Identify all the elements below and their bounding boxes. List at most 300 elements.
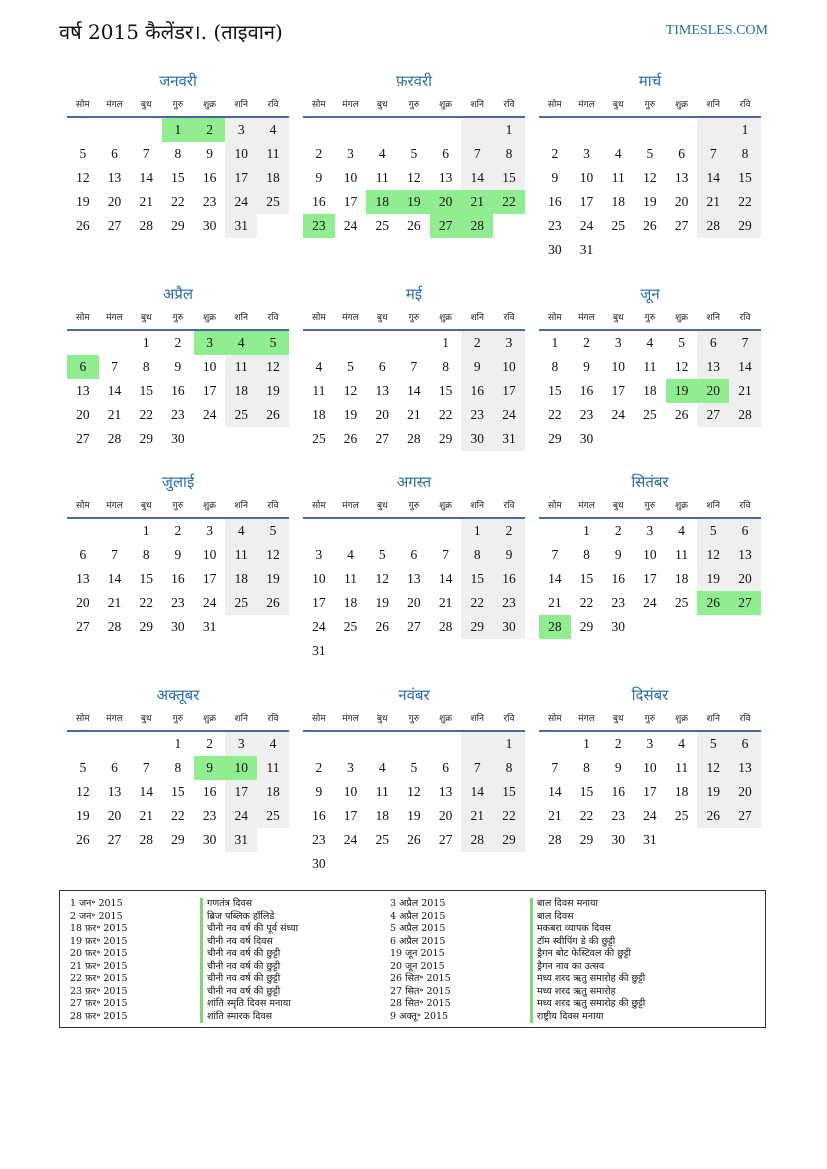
day-cell: 11 — [257, 756, 289, 780]
empty-cell — [99, 118, 131, 142]
day-cell: 8 — [493, 756, 525, 780]
day-cell: 11 — [675, 760, 689, 775]
day-cell: 7 — [461, 756, 493, 780]
weekday-label: मंगल — [578, 501, 595, 511]
empty-cell — [303, 519, 335, 543]
day-cell: 18 — [674, 784, 689, 799]
day-grid — [67, 732, 289, 852]
day-cell: 28 — [139, 832, 153, 847]
day-cell: 3 — [583, 146, 590, 161]
day-cell: 8 — [174, 760, 182, 775]
day-cell: 27 — [107, 832, 122, 847]
weekday-label: रवि — [739, 313, 751, 323]
weekday-label: गुरु — [172, 100, 184, 110]
day-cell: 8 — [174, 146, 182, 161]
empty-cell — [398, 732, 430, 756]
empty-cell — [729, 427, 761, 451]
day-cell: 12 — [257, 355, 289, 379]
legend-date: 22 फ़र॰ 2015 — [70, 973, 128, 984]
day-cell: 13 — [438, 170, 453, 185]
weekday-label: बुध — [612, 714, 624, 724]
weekday-header — [539, 307, 761, 331]
day-grid — [539, 331, 761, 451]
day-grid — [303, 118, 525, 238]
day-cell: 12 — [697, 756, 729, 780]
day-cell: 11 — [611, 170, 625, 185]
weekday-label: रवि — [503, 313, 515, 323]
day-cell: 1 — [583, 523, 590, 538]
day-grid — [539, 732, 761, 852]
legend-date: 9 अक्तू॰ 2015 — [390, 1010, 449, 1022]
legend-holiday-name: ड्रैगन नाव का उत्सव — [530, 961, 645, 974]
empty-cell — [303, 118, 335, 142]
legend-holiday-name: चीनी नव वर्ष की छुट्टी — [200, 986, 298, 999]
day-cell: 28 — [461, 828, 493, 852]
day-cell: 11 — [643, 359, 657, 374]
empty-cell — [303, 732, 335, 756]
day-cell: 16 — [548, 194, 562, 209]
weekday-label: सोम — [75, 100, 90, 110]
day-cell: 2 — [315, 146, 323, 161]
legend-date: 1 जन॰ 2015 — [70, 898, 123, 909]
day-cell: 4 — [614, 146, 622, 161]
day-cell: 10 — [202, 547, 217, 562]
day-cell: 13 — [76, 383, 90, 398]
day-cell: 29 — [139, 431, 153, 446]
weekday-label: शनि — [470, 313, 484, 323]
day-cell: 2 — [206, 736, 213, 751]
weekday-header — [67, 94, 289, 118]
day-cell: 18 — [366, 190, 398, 214]
empty-cell — [130, 732, 162, 756]
day-cell: 6 — [67, 355, 99, 379]
day-cell: 16 — [579, 383, 594, 398]
day-cell: 5 — [697, 732, 729, 756]
site-name[interactable]: TIMESLES.COM — [665, 23, 768, 38]
day-cell: 10 — [343, 170, 358, 185]
day-cell: 23 — [493, 591, 525, 615]
day-cell: 25 — [674, 595, 689, 610]
day-cell: 23 — [171, 407, 185, 422]
day-cell: 4 — [257, 732, 289, 756]
weekday-label: रवि — [739, 714, 751, 724]
day-cell: 8 — [142, 359, 150, 374]
weekday-label: बुध — [140, 313, 152, 323]
day-cell: 6 — [111, 760, 118, 775]
day-cell: 20 — [438, 808, 453, 823]
day-cell: 17 — [202, 571, 217, 586]
weekday-label: सोम — [547, 313, 562, 323]
empty-cell — [461, 118, 493, 142]
day-cell: 13 — [438, 784, 453, 799]
weekday-label: सोम — [311, 714, 326, 724]
day-cell: 10 — [225, 142, 257, 166]
day-cell: 27 — [407, 619, 421, 634]
weekday-label: बुध — [612, 313, 624, 323]
day-cell: 26 — [697, 804, 729, 828]
day-cell: 9 — [551, 170, 559, 185]
weekday-label: मंगल — [578, 100, 595, 110]
day-cell: 9 — [461, 355, 493, 379]
day-cell: 26 — [407, 832, 421, 847]
day-cell: 25 — [375, 832, 389, 847]
day-cell: 19 — [666, 379, 698, 403]
day-cell: 6 — [697, 331, 729, 355]
day-cell: 2 — [493, 519, 525, 543]
legend-date: 4 अप्रैल 2015 — [390, 910, 446, 922]
day-cell: 11 — [375, 170, 389, 185]
weekday-label: बुध — [140, 714, 152, 724]
weekday-label: शनि — [234, 100, 248, 110]
day-cell: 13 — [407, 571, 421, 586]
day-cell: 15 — [171, 170, 185, 185]
day-cell: 2 — [194, 118, 226, 142]
legend-date: 23 फ़र॰ 2015 — [70, 985, 128, 997]
empty-cell — [67, 118, 99, 142]
weekday-label: रवि — [267, 714, 279, 724]
weekday-label: मंगल — [106, 501, 123, 511]
weekday-label: गुरु — [408, 100, 420, 110]
day-grid — [67, 118, 289, 238]
empty-cell — [257, 615, 289, 639]
day-cell: 27 — [729, 804, 761, 828]
empty-cell — [430, 118, 462, 142]
day-cell: 20 — [729, 780, 761, 804]
legend-holiday-name: ब्रिज पब्लिक हॉलिडे — [200, 911, 298, 924]
day-cell: 30 — [579, 431, 594, 446]
day-cell: 7 — [142, 760, 150, 775]
day-cell: 18 — [257, 780, 289, 804]
day-cell: 8 — [583, 547, 590, 562]
month-block — [303, 469, 525, 663]
day-cell: 19 — [398, 190, 430, 214]
legend-holiday-name: चीनी नव वर्ष की छुट्टी — [200, 961, 298, 974]
legend-holiday-name: मध्य शरद ऋतु समारोह की छुट्टी — [530, 973, 645, 986]
empty-cell — [257, 828, 289, 852]
empty-cell — [602, 118, 634, 142]
weekday-label: शनि — [470, 714, 484, 724]
weekday-label: शुक्र — [675, 714, 689, 724]
legend-holiday-name: गणतंत्र दिवस — [200, 898, 298, 911]
legend-date: 28 सित॰ 2015 — [390, 998, 451, 1009]
day-cell: 30 — [461, 427, 493, 451]
day-cell: 20 — [674, 194, 689, 209]
weekday-label: गुरु — [644, 313, 656, 323]
day-cell: 3 — [194, 331, 226, 355]
weekday-label: गुरु — [172, 313, 184, 323]
day-cell: 31 — [579, 242, 594, 257]
legend-holiday-name: बाल दिवस मनाया — [530, 898, 645, 911]
day-cell: 12 — [697, 543, 729, 567]
day-cell: 1 — [493, 118, 525, 142]
day-cell: 20 — [107, 808, 122, 823]
day-cell: 21 — [697, 190, 729, 214]
legend-date: 5 अप्रैल 2015 — [390, 923, 446, 934]
weekday-label: रवि — [503, 714, 515, 724]
month-name: दिसंबर — [631, 686, 669, 704]
day-cell: 20 — [76, 407, 90, 422]
day-cell: 12 — [643, 170, 657, 185]
weekday-label: शुक्र — [675, 100, 689, 110]
day-cell: 4 — [225, 331, 257, 355]
weekday-label: रवि — [503, 501, 515, 511]
day-cell: 13 — [729, 756, 761, 780]
day-cell: 17 — [643, 784, 657, 799]
day-cell: 26 — [674, 407, 689, 422]
day-cell: 29 — [461, 615, 493, 639]
day-cell: 25 — [225, 591, 257, 615]
day-cell: 26 — [76, 832, 90, 847]
empty-cell — [461, 732, 493, 756]
legend-holiday-name: बाल दिवस — [530, 911, 645, 924]
legend-date: 19 फ़र॰ 2015 — [70, 935, 128, 947]
empty-cell — [666, 427, 698, 451]
day-cell: 7 — [461, 142, 493, 166]
day-cell: 3 — [347, 146, 354, 161]
weekday-label: गुरु — [408, 714, 420, 724]
day-cell: 4 — [378, 146, 386, 161]
day-cell: 20 — [407, 595, 421, 610]
day-cell: 14 — [697, 166, 729, 190]
weekday-label: सोम — [75, 313, 90, 323]
weekday-label: सोम — [311, 313, 326, 323]
day-cell: 14 — [139, 784, 153, 799]
month-name: जुलाई — [161, 473, 195, 491]
day-cell: 21 — [438, 595, 453, 610]
day-cell: 20 — [430, 190, 462, 214]
weekday-label: शनि — [706, 100, 720, 110]
weekday-label: गुरु — [172, 714, 184, 724]
empty-cell — [430, 852, 462, 876]
day-cell: 28 — [107, 619, 122, 634]
day-cell: 3 — [614, 335, 622, 350]
empty-cell — [493, 852, 525, 876]
day-cell: 14 — [461, 166, 493, 190]
day-cell: 9 — [614, 547, 622, 562]
day-cell: 12 — [407, 784, 421, 799]
legend-date: 18 फ़र॰ 2015 — [70, 923, 128, 934]
day-cell: 18 — [257, 166, 289, 190]
day-cell: 8 — [551, 359, 559, 374]
empty-cell — [257, 427, 289, 451]
empty-cell — [225, 427, 257, 451]
month-name: फ़रवरी — [395, 72, 433, 90]
day-cell: 22 — [139, 407, 153, 422]
day-cell: 3 — [225, 732, 257, 756]
empty-cell — [99, 519, 131, 543]
day-cell: 30 — [611, 619, 625, 634]
day-cell: 8 — [461, 543, 493, 567]
day-cell: 17 — [312, 595, 326, 610]
day-cell: 20 — [697, 379, 729, 403]
legend-holiday-name: शांति स्मारक दिवस — [200, 1011, 298, 1024]
day-cell: 19 — [643, 194, 657, 209]
day-cell: 4 — [646, 335, 654, 350]
month-block — [67, 281, 289, 451]
weekday-label: शुक्र — [203, 100, 217, 110]
day-grid — [303, 331, 525, 451]
day-cell: 8 — [142, 547, 150, 562]
day-cell: 11 — [675, 547, 689, 562]
day-cell: 15 — [579, 784, 594, 799]
day-cell: 2 — [614, 523, 622, 538]
empty-cell — [634, 615, 666, 639]
day-cell: 7 — [111, 547, 118, 562]
day-cell: 3 — [347, 760, 354, 775]
day-cell: 21 — [107, 407, 122, 422]
day-cell: 2 — [174, 335, 182, 350]
day-cell: 29 — [493, 828, 525, 852]
day-cell: 5 — [378, 547, 386, 562]
weekday-label: शुक्र — [439, 313, 453, 323]
day-cell: 1 — [493, 732, 525, 756]
day-cell: 29 — [729, 214, 761, 238]
day-cell: 4 — [678, 736, 685, 751]
empty-cell — [666, 615, 698, 639]
month-block — [67, 469, 289, 639]
empty-cell — [335, 639, 367, 663]
day-cell: 15 — [171, 784, 185, 799]
day-cell: 24 — [643, 595, 657, 610]
day-cell: 27 — [107, 218, 122, 233]
day-cell: 1 — [162, 118, 194, 142]
day-cell: 9 — [174, 547, 182, 562]
weekday-label: सोम — [547, 714, 562, 724]
empty-cell — [67, 331, 99, 355]
day-cell: 17 — [579, 194, 594, 209]
legend-holiday-name: ड्रैगन बोट फेस्टिवल की छुट्टी — [530, 948, 645, 961]
day-cell: 28 — [407, 431, 421, 446]
day-cell: 21 — [548, 595, 562, 610]
day-cell: 19 — [375, 595, 389, 610]
day-cell: 30 — [548, 242, 562, 257]
day-cell: 28 — [139, 218, 153, 233]
day-cell: 3 — [225, 118, 257, 142]
weekday-label: शुक्र — [439, 714, 453, 724]
empty-cell — [666, 828, 698, 852]
day-cell: 17 — [493, 379, 525, 403]
day-cell: 21 — [407, 407, 421, 422]
month-block — [303, 281, 525, 451]
month-block — [539, 68, 761, 262]
day-cell: 22 — [493, 190, 525, 214]
weekday-label: रवि — [267, 100, 279, 110]
day-grid — [67, 331, 289, 451]
weekday-header — [303, 708, 525, 732]
day-cell: 22 — [579, 595, 594, 610]
legend-date: 20 जून 2015 — [390, 960, 445, 972]
day-cell: 23 — [202, 808, 217, 823]
day-cell: 30 — [202, 832, 217, 847]
weekday-label: सोम — [311, 100, 326, 110]
day-cell: 2 — [174, 523, 182, 538]
day-cell: 9 — [614, 760, 622, 775]
day-cell: 23 — [171, 595, 185, 610]
day-cell: 13 — [375, 383, 389, 398]
weekday-label: शनि — [234, 501, 248, 511]
empty-cell — [366, 732, 398, 756]
weekday-label: सोम — [547, 501, 562, 511]
day-cell: 4 — [347, 547, 354, 562]
day-cell: 23 — [461, 403, 493, 427]
month-name: अगस्त — [396, 473, 432, 491]
legend-date: 2 जन॰ 2015 — [70, 910, 123, 922]
weekday-label: रवि — [503, 100, 515, 110]
day-cell: 26 — [407, 218, 421, 233]
weekday-label: बुध — [376, 313, 388, 323]
day-cell: 31 — [225, 214, 257, 238]
legend-holiday-name: चीनी नव वर्ष दिवस — [200, 936, 298, 949]
day-cell: 28 — [697, 214, 729, 238]
weekday-header — [67, 495, 289, 519]
day-cell: 9 — [174, 359, 182, 374]
day-cell: 17 — [611, 383, 625, 398]
day-cell: 17 — [643, 571, 657, 586]
day-cell: 24 — [611, 407, 625, 422]
day-cell: 24 — [343, 832, 358, 847]
day-cell: 1 — [551, 335, 559, 350]
legend-holiday-name: चीनी नव वर्ष की छुट्टी — [200, 948, 298, 961]
weekday-label: शुक्र — [203, 313, 217, 323]
day-cell: 28 — [539, 615, 571, 639]
weekday-label: मंगल — [106, 714, 123, 724]
day-cell: 24 — [579, 218, 594, 233]
weekday-label: मंगल — [342, 313, 359, 323]
day-cell: 29 — [579, 619, 594, 634]
day-cell: 11 — [225, 543, 257, 567]
weekday-label: शुक्र — [203, 501, 217, 511]
day-cell: 31 — [312, 643, 326, 658]
weekday-label: मंगल — [342, 100, 359, 110]
day-cell: 31 — [225, 828, 257, 852]
day-cell: 10 — [643, 760, 657, 775]
day-cell: 20 — [76, 595, 90, 610]
weekday-label: मंगल — [578, 313, 595, 323]
day-cell: 2 — [461, 331, 493, 355]
day-cell: 21 — [461, 190, 493, 214]
empty-cell — [697, 238, 729, 262]
day-cell: 16 — [312, 194, 326, 209]
day-cell: 15 — [579, 571, 594, 586]
weekday-label: रवि — [267, 501, 279, 511]
day-cell: 13 — [107, 784, 122, 799]
day-cell: 16 — [493, 567, 525, 591]
day-cell: 11 — [344, 571, 358, 586]
day-cell: 21 — [548, 808, 562, 823]
day-cell: 19 — [257, 567, 289, 591]
day-cell: 24 — [493, 403, 525, 427]
day-cell: 6 — [442, 760, 449, 775]
empty-cell — [366, 331, 398, 355]
legend-holiday-name: मध्य शरद ऋतु समारोह की छुट्टी — [530, 998, 645, 1011]
day-cell: 13 — [674, 170, 689, 185]
weekday-header — [303, 307, 525, 331]
empty-cell — [335, 732, 367, 756]
weekday-header — [67, 708, 289, 732]
weekday-label: बुध — [376, 501, 388, 511]
day-cell: 7 — [410, 359, 418, 374]
day-cell: 12 — [76, 170, 90, 185]
month-block — [539, 469, 761, 639]
empty-cell — [571, 118, 603, 142]
month-name: मई — [405, 285, 423, 303]
day-cell: 2 — [551, 146, 559, 161]
day-cell: 7 — [551, 547, 559, 562]
day-cell: 19 — [343, 407, 358, 422]
day-cell: 18 — [674, 571, 689, 586]
weekday-header — [67, 307, 289, 331]
day-cell: 22 — [548, 407, 562, 422]
